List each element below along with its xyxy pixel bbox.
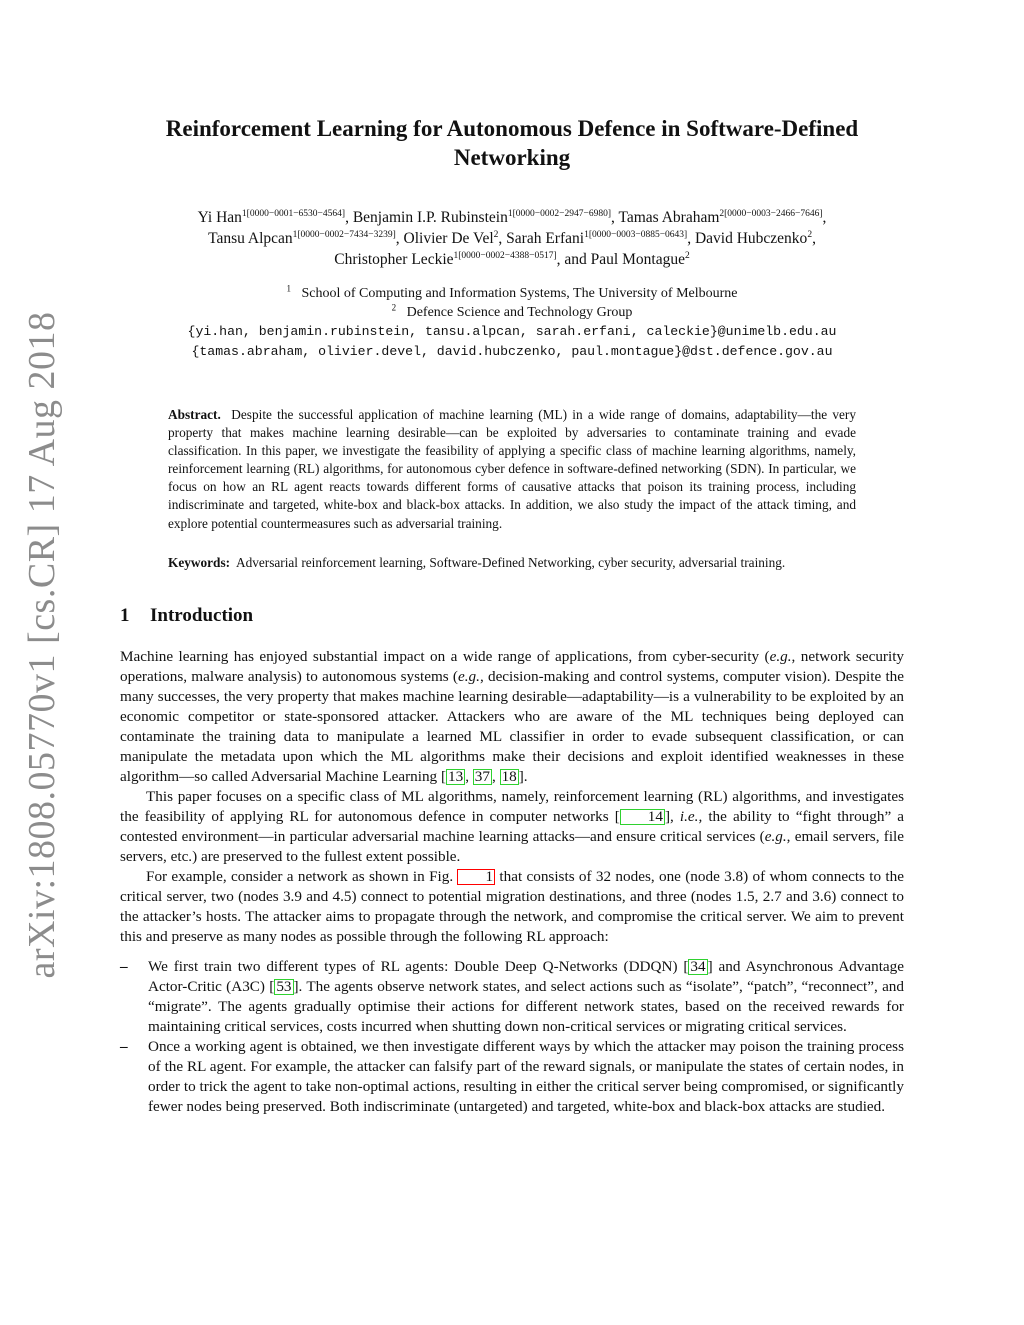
- paper-title: Reinforcement Learning for Autonomous Defence in Software-Defined Networking: [165, 116, 859, 170]
- text-run: Once a working agent is obtained, we then investigate different ways by which the attacker may poison the training process of the RL agent. For example, the attacker can falsify part of the reward signals, or manipulate the states of certain nodes, in order to trick the agent to take non-optimal actions, resulting in either the critical server being compromised, or significantly fewer nodes being preserved. Both indiscriminate (untargeted) and targeted, white-box and black-box attacks are studied.: [148, 1038, 904, 1115]
- text-run: ] and Asynchronous Advantage Actor-Critic (A3C) [: [148, 958, 904, 995]
- text-run: , email servers, file servers, etc.) are preserved to the fullest extent possible.: [120, 828, 904, 865]
- section-title: Introduction: [150, 605, 254, 626]
- abstract-text: Despite the successful application of machine learning (ML) in a wide range of domains, adaptability—the very property that makes machine learning desirable—can be exploited by adversaries to contaminate training and evade classification. In this paper, we investigate the feasibility of applying a specific class of machine learning algorithms, namely, reinforcement learning (RL) algorithms, for autonomous cyber defence in software-defined networking (SDN). In particular, we focus on how an RL agent reacts towards different forms of causative attacks that poison its training process, including indiscriminate and targeted, white-box and black-box attacks. In addition, we also study the impact of the attack timing, and explore potential countermeasures such as adversarial training.: [168, 407, 856, 531]
- citation-link[interactable]: 37: [474, 768, 490, 785]
- text-run: i.e.,: [679, 808, 703, 825]
- author-orcid: 1[0000−0002−2947−6980]: [507, 208, 611, 219]
- text-run: e.g.: [458, 668, 480, 685]
- text-run: , decision-making and control systems, computer vision). Despite the many successes, the very property that makes machine learning desirable—adaptability—is a vulnerability to be exploited by an economic competitor or state-sponsored attacker. Attackers who are aware of the ML techniques being deployed can contaminate the training data to manipulate a learned ML classifier in order to evade subsequent classification, or can manipulate the metadata upon which the ML algorithms make their decisions and exploit identified weaknesses in these algorithm—so called Adversarial Machine Learning [: [120, 668, 905, 785]
- citation-link[interactable]: 53: [276, 978, 292, 995]
- author-orcid: 2[0000−0003−2466−7646]: [719, 208, 823, 219]
- affiliation-line: [110, 301, 914, 323]
- author-affil-mark: 2: [493, 229, 499, 240]
- text-run: the ability to “fight through” a contested environment—in particular adversarial machine learning attacks—and ensure critical services (: [120, 808, 905, 845]
- citation-link[interactable]: 18: [501, 768, 517, 785]
- author-name: Christopher Leckie: [334, 251, 454, 268]
- author-name: , Sarah Erfani: [498, 230, 585, 247]
- keywords: [168, 554, 868, 572]
- text-run: ].: [518, 768, 528, 785]
- author-name: , Benjamin I.P. Rubinstein: [345, 209, 508, 226]
- email-line: {tamas.abraham, olivier.devel, david.hubczenko, paul.montague}@dst.defence.gov.au: [191, 343, 833, 359]
- author-name: Tansu Alpcan: [208, 230, 293, 247]
- list-dash: –: [120, 958, 128, 975]
- abstract-label: Abstract.: [168, 407, 221, 422]
- author-name: Yi Han: [197, 209, 242, 226]
- text-run: e.g.: [764, 828, 787, 845]
- list-item: [120, 957, 904, 1037]
- author-separator: ,: [822, 209, 827, 226]
- author-list: [110, 207, 914, 270]
- author-name: , Olivier De Vel: [395, 230, 494, 247]
- affiliation-line: [110, 285, 914, 304]
- paragraph: [120, 787, 904, 867]
- author-affil-mark: 2: [684, 250, 690, 261]
- affiliation-text: Defence Science and Technology Group: [406, 304, 633, 320]
- affiliation-text: School of Computing and Information Systems, The University of Melbourne: [301, 286, 738, 301]
- section-number: 1: [120, 605, 130, 626]
- citation-link[interactable]: 13: [448, 768, 464, 785]
- author-orcid: 1[0000−0003−0885−0643]: [584, 229, 688, 240]
- citation-link[interactable]: 34: [690, 958, 706, 975]
- list-dash: –: [120, 1038, 128, 1055]
- keywords-label: Keywords:: [168, 555, 231, 570]
- author-affil-mark: 2: [807, 229, 813, 240]
- keywords-text: Adversarial reinforcement learning, Software-Defined Networking, cyber security, adversarial training.: [235, 555, 786, 570]
- section-heading: [120, 604, 253, 628]
- text-run: ,: [465, 768, 473, 785]
- author-orcid: 1[0000−0001−6530−4564]: [241, 208, 346, 219]
- author-name: , David Hubczenko: [687, 230, 808, 247]
- figure-link[interactable]: 1: [457, 869, 495, 885]
- text-run: ,: [491, 768, 500, 785]
- citation-link[interactable]: 14: [620, 809, 665, 825]
- author-name: , and Paul Montague: [556, 251, 685, 268]
- affiliations: [110, 285, 914, 322]
- text-run: For example, consider a network as shown in Fig.: [146, 868, 458, 885]
- text-run: This paper focuses on a specific class of ML algorithms, namely, reinforcement learning (RL) algorithms, and investigates the feasibility of applying RL for autonomous defence in computer networks [: [120, 788, 904, 825]
- text-run: e.g.: [769, 648, 792, 665]
- text-run: , network security operations, malware analysis) to autonomous systems (: [120, 648, 905, 685]
- paragraph: [120, 867, 904, 947]
- section-body: [120, 647, 904, 1117]
- arxiv-side-stamp: arXiv:1808.05770v1 [cs.CR] 17 Aug 2018: [21, 311, 63, 979]
- text-run: that consists of 32 nodes, one (node 3.8) of whom connects to the critical server, two (nodes 3.9 and 4.5) connect to potential migration destinations, and three (nodes 1.5, 2.7 and 3.6) connect to the attacker’s hosts. The attacker aims to propagate through the network, and compromise the critical server. We aim to prevent this and preserve as many nodes as possible through the following RL approach:: [120, 868, 904, 945]
- affiliation-number: 2: [391, 301, 397, 312]
- author-separator: ,: [812, 230, 816, 247]
- affiliation-number: 1: [286, 283, 291, 294]
- abstract: [168, 406, 856, 533]
- approach-list: [120, 957, 904, 1117]
- email-block: [110, 322, 914, 361]
- author-name: , Tamas Abraham: [610, 209, 720, 226]
- author-orcid: 1[0000−0002−4388−0517]: [453, 250, 557, 261]
- text-run: We first train two different types of RL agents: Double Deep Q-Networks (DDQN) [: [148, 958, 689, 975]
- text-run: ],: [664, 808, 680, 825]
- text-run: Machine learning has enjoyed substantial impact on a wide range of applications, from cyber-security (: [120, 648, 770, 665]
- email-line: {yi.han, benjamin.rubinstein, tansu.alpcan, sarah.erfani, caleckie}@unimelb.edu.au: [187, 324, 837, 339]
- paragraph: [120, 647, 904, 787]
- list-item: [120, 1037, 904, 1117]
- text-run: ]. The agents observe network states, and select actions such as “isolate”, “patch”, “reconnect”, and “migrate”. The agents gradually optimise their actions for different network states, based on the received rewards for maintaining critical services, costs incurred when shutting down non-critical services or migrating critical services.: [148, 978, 904, 1035]
- author-orcid: 1[0000−0002−7434−3239]: [292, 229, 396, 240]
